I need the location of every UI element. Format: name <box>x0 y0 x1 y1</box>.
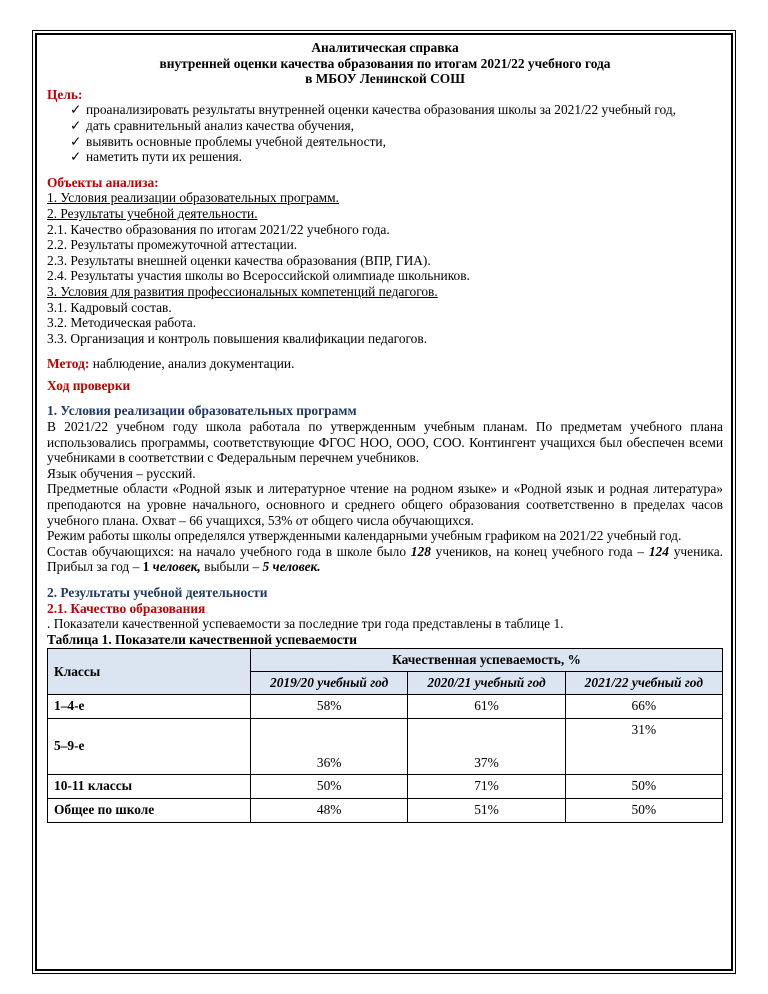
list-item: 3.2. Методическая работа. <box>47 315 197 331</box>
goal-list <box>47 102 723 164</box>
checkmark-icon: ✓ <box>70 149 82 165</box>
table-cell: 48% <box>251 798 408 822</box>
table-header-group: Качественная успеваемость, % <box>251 649 723 672</box>
section-2-heading: 2. Результаты учебной деятельности <box>47 585 268 600</box>
document-body <box>47 40 723 823</box>
section-2-1-heading: 2.1. Качество образования <box>47 600 206 616</box>
section-1-paragraph-2: Язык обучения – русский. <box>47 465 196 481</box>
table-cell: 61% <box>408 694 565 718</box>
progress-heading: Ход проверки <box>47 377 131 393</box>
table-cell: 50% <box>565 774 722 798</box>
table-header-year: 2020/21 учебный год <box>408 671 565 694</box>
quality-table <box>47 648 723 822</box>
section-1-heading: 1. Условия реализации образовательных программ <box>47 403 357 419</box>
table-cell: 51% <box>408 798 565 822</box>
list-item: 2.3. Результаты внешней оценки качества образования (ВПР, ГИА). <box>47 252 431 268</box>
objects-label: Объекты анализа: <box>47 174 159 190</box>
list-item: ✓ выявить основные проблемы учебной деятельности, <box>70 133 386 149</box>
table-row <box>48 718 723 774</box>
table-header-year: 2021/22 учебный год <box>565 671 722 694</box>
list-item: 3.3. Организация и контроль повышения квалификации педагогов. <box>47 330 428 346</box>
objects-list <box>47 190 723 346</box>
table-cell: 37% <box>408 718 565 774</box>
method-line <box>47 356 723 372</box>
list-item: 2. Результаты учебной деятельности. <box>47 205 258 221</box>
list-item: ✓ проанализировать результаты внутренней оценки качества образования школы за 2021/22 учебный год, <box>70 102 677 118</box>
checkmark-icon: ✓ <box>70 117 82 133</box>
checkmark-icon: ✓ <box>70 133 82 149</box>
document-title <box>47 40 723 87</box>
table-cell: 50% <box>251 774 408 798</box>
table-row <box>48 798 723 822</box>
table-row <box>48 774 723 798</box>
section-2-intro: . Показатели качественной успеваемости за последние три года представлены в таблице 1. <box>47 616 564 632</box>
section-1-paragraph-1: В 2021/22 учебном году школа работала по утвержденным учебным планам. По предметам учебного плана использовались программы, соответствующие ФГОС НОО, ООО, СОО. Контингент учащихся был обеспечен всеми учебниками в соответствии с Федеральным перечнем учебников. <box>47 419 723 466</box>
title-line-3: в МБОУ Ленинской СОШ <box>305 71 465 87</box>
method-label: Метод: <box>47 356 90 372</box>
table-cell: 36% <box>251 718 408 774</box>
list-item: 3. Условия для развития профессиональных компетенций педагогов. <box>47 283 438 299</box>
table-header-year: 2019/20 учебный год <box>251 671 408 694</box>
method-text: наблюдение, анализ документации. <box>89 356 295 372</box>
list-item: 2.1. Качество образования по итогам 2021/22 учебного года. <box>47 221 390 237</box>
table-cell: 1–4-е <box>48 694 251 718</box>
list-item: 3.1. Кадровый состав. <box>47 299 172 315</box>
table-cell: 10-11 классы <box>48 774 251 798</box>
title-line-2: внутренней оценки качества образования по итогам 2021/22 учебного года <box>159 55 611 71</box>
table-cell: 5–9-е <box>48 718 251 774</box>
list-item: 2.4. Результаты участия школы во Всероссийской олимпиаде школьников. <box>47 268 470 284</box>
table-header-classes: Классы <box>48 649 251 694</box>
checkmark-icon: ✓ <box>70 102 82 118</box>
table-row <box>48 694 723 718</box>
title-line-1: Аналитическая справка <box>311 40 459 55</box>
section-1-paragraph-3: Предметные области «Родной язык и литературное чтение на родном языке» и «Родной язык и родная литература» преподаются на уровне начального, основного и среднего общего образования соответственно в пределах часов учебного плана. Охват – 66 учащихся, 53% от общего числа обучающихся. <box>47 481 723 528</box>
list-item: ✓ наметить пути их решения. <box>70 149 243 165</box>
list-item: 1. Условия реализации образовательных программ. <box>47 190 339 206</box>
table-cell: 50% <box>565 798 722 822</box>
list-item: 2.2. Результаты промежуточной аттестации. <box>47 237 298 253</box>
table-cell: 66% <box>565 694 722 718</box>
section-1-paragraph-5: Состав обучающихся: на начало учебного года в школе было 128 учеников, на конец учебного года – 124 ученика. Прибыл за год – 1 человек, выбыли – 5 человек. <box>47 543 723 575</box>
table-cell: 31% <box>565 718 722 774</box>
table-title: Таблица 1. Показатели качественной успеваемости <box>47 631 358 647</box>
section-1-paragraph-4: Режим работы школы определялся утвержденными календарными учебным графиком на 2021/22 учебный год. <box>47 528 682 544</box>
table-cell: 58% <box>251 694 408 718</box>
list-item: ✓ дать сравнительный анализ качества обучения, <box>70 117 355 133</box>
goal-label: Цель: <box>47 86 83 102</box>
table-cell: 71% <box>408 774 565 798</box>
table-cell: Общее по школе <box>48 798 251 822</box>
